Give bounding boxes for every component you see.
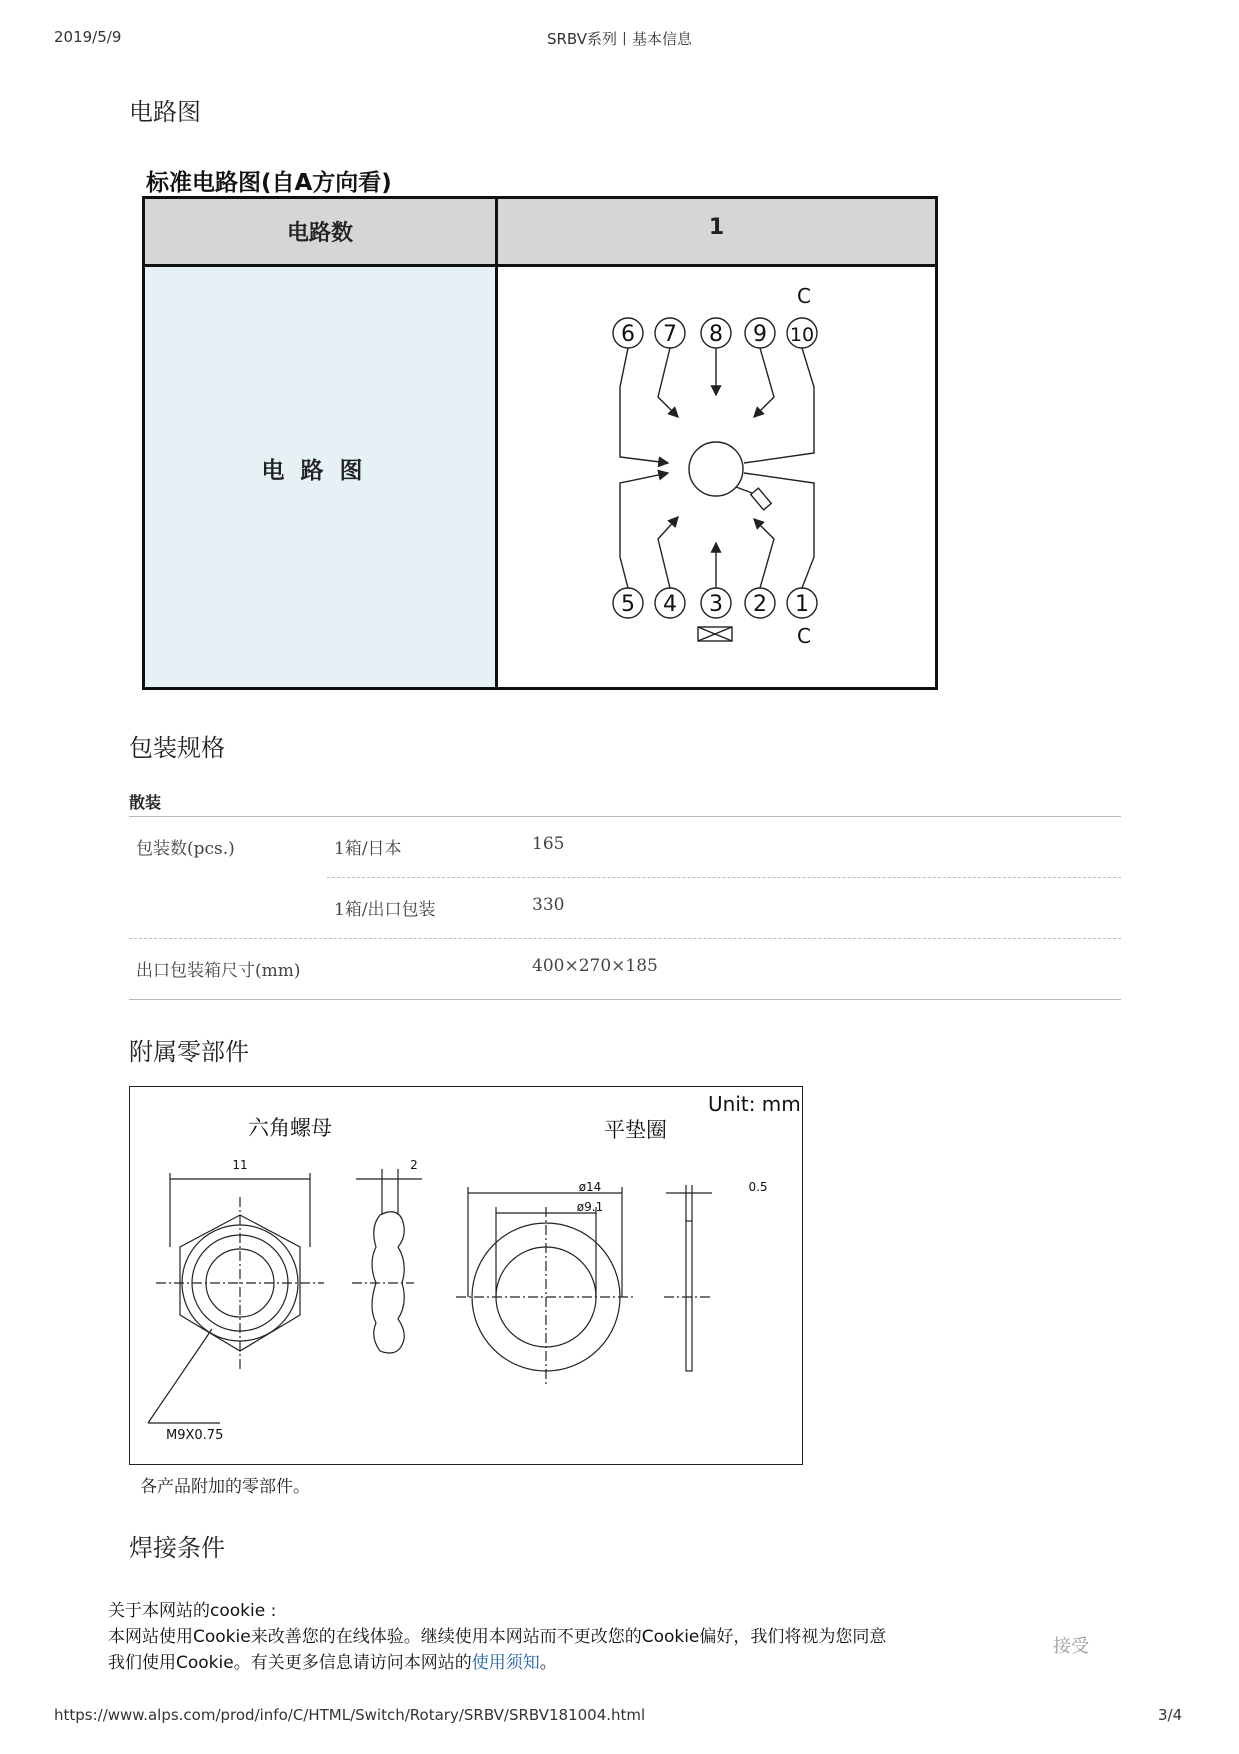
accessories-section-title: 附属零部件 xyxy=(129,1038,249,1066)
thread-label: M9X0.75 xyxy=(166,1428,224,1443)
dim-washer-inner: ø9.1 xyxy=(576,1200,604,1214)
unit-label: Unit: mm xyxy=(708,1092,801,1116)
pin-label-8: 8 xyxy=(709,322,723,347)
packaging-table xyxy=(129,816,1121,1006)
accessories-note: 各产品附加的零部件。 xyxy=(140,1477,310,1497)
pin-label-3: 3 xyxy=(709,592,723,617)
circuit-count-header: 电路数 xyxy=(145,199,498,267)
accessories-drawing xyxy=(129,1086,803,1465)
circuit-table xyxy=(142,196,938,690)
print-title: SRBV系列丨基本信息 xyxy=(546,30,693,48)
hex-nut-label: 六角螺母 xyxy=(248,1116,332,1140)
circuit-row-label: 电路图 xyxy=(261,458,379,484)
solder-section-title: 焊接条件 xyxy=(129,1534,225,1562)
packaging-row-japan-value: 165 xyxy=(532,834,565,854)
pin-label-5: 5 xyxy=(621,592,635,617)
packaging-box-size-value: 400×270×185 xyxy=(532,956,658,976)
pin-label-1: 1 xyxy=(795,592,809,617)
dim-washer-outer: ø14 xyxy=(578,1180,602,1194)
dim-nut-width: 11 xyxy=(232,1158,248,1172)
dim-washer-thickness: 0.5 xyxy=(748,1180,768,1194)
cookie-title: 关于本网站的cookie : xyxy=(108,1601,277,1621)
accessories-svg xyxy=(130,1087,802,1464)
circuit-schematic-cell xyxy=(498,267,935,687)
accept-cookie-button[interactable]: 接受 xyxy=(1053,1636,1089,1657)
footer-page-number: 3/4 xyxy=(1158,1706,1183,1724)
cookie-line2-prefix: 我们使用Cookie。有关更多信息请访问本网站的 xyxy=(108,1653,472,1673)
circuit-table-title: 标准电路图(自A方向看) xyxy=(146,170,392,196)
circuit-diagram-figure xyxy=(128,158,948,698)
packaging-qty-label: 包装数(pcs.) xyxy=(136,839,235,859)
circuit-row-label-cell xyxy=(145,267,498,687)
circuit-count-value: 1 xyxy=(498,199,935,267)
circuit-section-title: 电路图 xyxy=(129,98,201,126)
pin-label-9: 9 xyxy=(753,322,767,347)
packaging-subtitle: 散装 xyxy=(129,793,162,812)
washer-label: 平垫圈 xyxy=(604,1118,667,1142)
pin-label-2: 2 xyxy=(753,592,767,617)
print-date: 2019/5/9 xyxy=(54,28,122,46)
pin-label-7: 7 xyxy=(663,322,677,347)
common-label-bottom: C xyxy=(797,624,811,648)
common-label-top: C xyxy=(797,284,811,308)
pin-label-6: 6 xyxy=(621,322,635,347)
packaging-section-title: 包装规格 xyxy=(129,734,225,762)
packaging-row-export-value: 330 xyxy=(532,895,565,915)
circuit-schematic xyxy=(498,267,935,687)
packaging-box-size-label: 出口包装箱尺寸(mm) xyxy=(136,961,301,981)
cookie-line2-suffix: 。 xyxy=(539,1653,557,1673)
dim-nut-thickness: 2 xyxy=(410,1158,418,1172)
packaging-row-export-label: 1箱/出口包装 xyxy=(334,900,436,920)
terms-link[interactable]: 使用须知 xyxy=(471,1653,540,1673)
pin-label-10: 10 xyxy=(789,324,815,346)
footer-url: https://www.alps.com/prod/info/C/HTML/Switch/Rotary/SRBV/SRBV181004.html xyxy=(54,1706,646,1724)
packaging-row-japan-label: 1箱/日本 xyxy=(334,839,402,859)
cookie-line2 xyxy=(108,1648,557,1673)
pin-label-4: 4 xyxy=(663,592,677,617)
cookie-line1: 本网站使用Cookie来改善您的在线体验。继续使用本网站而不更改您的Cookie偏好，我们将视为您同意 xyxy=(108,1627,887,1647)
